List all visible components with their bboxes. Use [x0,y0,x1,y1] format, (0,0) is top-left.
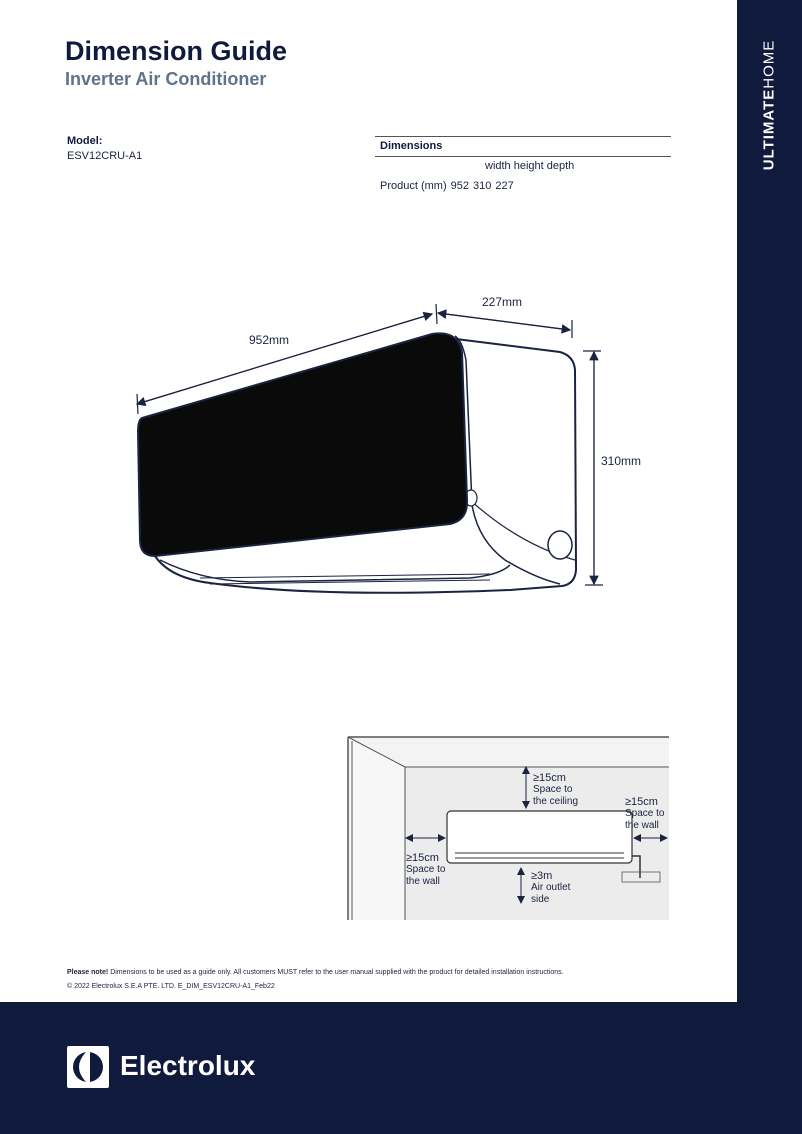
brand-name: Electrolux [120,1050,256,1081]
clearance-outlet-text2: side [531,894,550,905]
disclaimer-note-bold: Please note! [67,969,109,976]
dimensions-columns: width height depth [485,160,575,172]
clearance-right-wall-text1: Space to [625,808,665,819]
clearance-left-wall [406,852,445,888]
page-subtitle: Inverter Air Conditioner [65,69,267,89]
model-value: ESV12CRU-A1 [67,150,143,162]
clearance-outlet-value: ≥3m [531,870,553,882]
depth-dimension-line [438,313,572,338]
page-title: Dimension Guide [65,36,288,66]
clearance-outlet [531,870,570,906]
height-label: 310mm [601,454,642,468]
clearance-ceiling [533,772,578,808]
dimension-height: 310 [472,180,492,192]
dimensions-row-label: Product (mm) [380,180,447,192]
clearance-ceiling-text2: the ceiling [533,796,579,807]
clearance-left-wall-text2: the wall [406,876,440,887]
clearance-right-wall [625,796,664,832]
dimensions-heading: Dimensions [380,140,443,152]
dimension-depth: 227 [495,180,514,192]
clearance-left-wall-value: ≥15cm [406,852,439,864]
dimension-width: 952 [450,180,469,192]
width-label: 952mm [249,333,290,347]
copyright: © 2022 Electrolux S.E.A PTE. LTD. E_DIM_ESV12CRU-A1_Feb22 [67,983,275,990]
clearance-diagram [348,737,669,920]
side-banner-bold: ULTIMATE [760,88,778,171]
clearance-right-wall-text2: the wall [625,820,659,831]
model-label: Model: [67,135,103,147]
disclaimer-note [67,969,564,976]
clearance-ceiling-value: ≥15cm [533,772,566,784]
clearance-outlet-text1: Air outlet [531,882,571,893]
side-banner-light: HOME [760,39,778,89]
depth-label: 227mm [482,295,523,309]
clearance-right-wall-value: ≥15cm [625,796,658,808]
clearance-ceiling-text1: Space to [533,784,573,795]
disclaimer-note-text: Dimensions to be used as a guide only. All customers MUST refer to the user manual supplied with the product for detailed installation instructions. [108,969,564,976]
ac-front-panel [138,333,467,556]
height-dimension-line [583,351,603,585]
clearance-left-wall-text1: Space to [406,864,446,875]
